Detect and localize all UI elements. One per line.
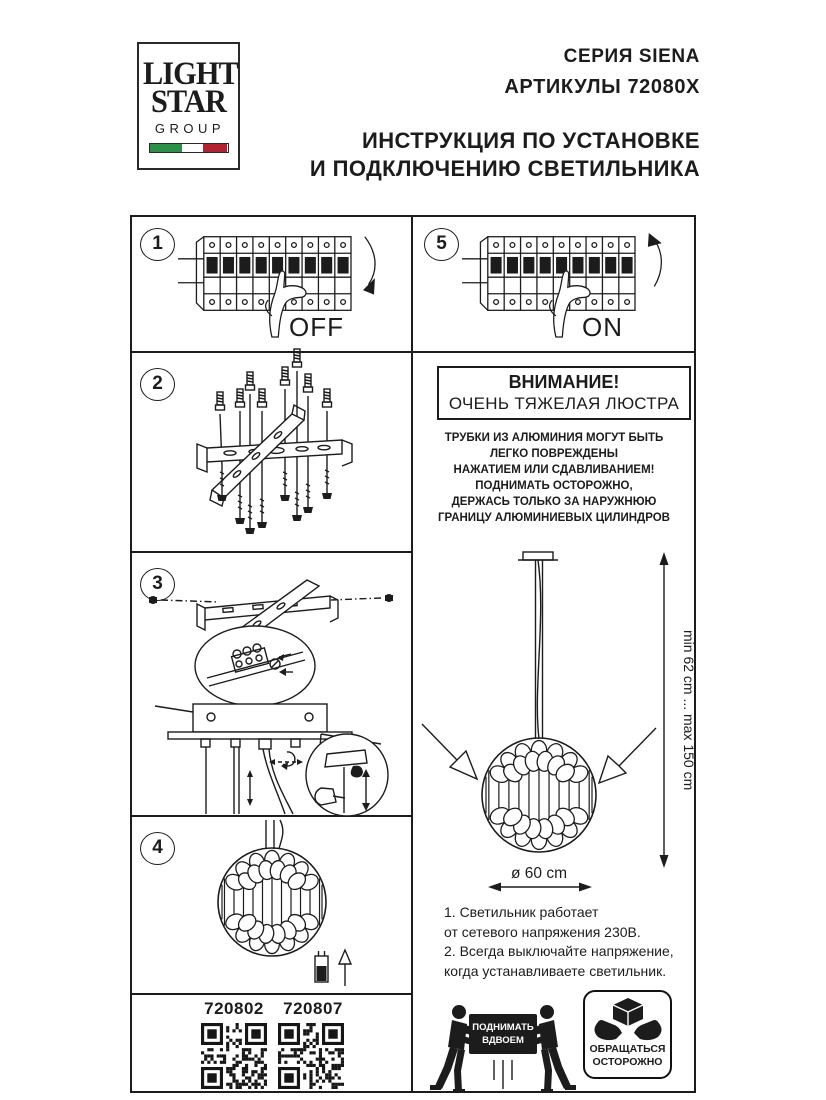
note-line: от сетевого напряжения 230В. (444, 923, 641, 940)
grid-line (132, 551, 411, 553)
step-1-badge: 1 (140, 228, 175, 261)
article-number-720802: 720802 (204, 999, 264, 1018)
flag-red (203, 144, 228, 152)
dimension-diagram (412, 538, 696, 896)
warning-box (437, 366, 691, 420)
step-3-badge: 3 (140, 568, 175, 601)
warning-heading: ВНИМАНИЕ! (508, 372, 620, 392)
sphere-lamp-drawing (218, 848, 326, 956)
handle-with-care-badge (583, 990, 672, 1079)
sphere-lamp-drawing (482, 738, 596, 852)
grid-line (132, 993, 411, 995)
instruction-title-line2: И ПОДКЛЮЧЕНИЮ СВЕТИЛЬНИКА (309, 156, 700, 181)
lift-with-two-people-icon (436, 995, 570, 1095)
note-line: 2. Всегда выключайте напряжение, (444, 943, 674, 959)
instruction-title-line1: ИНСТРУКЦИЯ ПО УСТАНОВКЕ (362, 128, 700, 153)
bracket-exploded-diagram (152, 358, 402, 546)
logo-light: LIGHT (142, 56, 238, 92)
series-title: СЕРИЯ SIENA (563, 46, 700, 67)
articles-title: АРТИКУЛЫ 72080X (504, 76, 700, 98)
grid-line (132, 351, 411, 353)
logo-group: GROUP (154, 121, 226, 137)
step-5-badge: 5 (424, 228, 459, 261)
breaker-on-diagram (460, 222, 672, 337)
lift-label-line2: ВДВОЕМ (482, 1035, 524, 1046)
note-line: 1. Светильник работает (444, 904, 599, 920)
height-dimension-label: min 62 cm ... max 150 cm (681, 630, 697, 791)
hold-arrow-right-icon (619, 728, 656, 766)
on-label: ON (582, 312, 623, 342)
note-line: когда устанавливаете светильник. (444, 962, 667, 979)
flag-green (150, 144, 183, 152)
warning-text (416, 430, 692, 526)
notes-text (444, 903, 688, 981)
hold-arrow-left-icon (422, 724, 457, 760)
care-label-line2: ОСТОРОЖНО (592, 1056, 663, 1068)
italian-flag-icon (149, 143, 229, 153)
article-number-720807: 720807 (283, 999, 343, 1018)
lightstar-logo (137, 42, 240, 170)
warning-line: ГРАНИЦУ АЛЮМИНИЕВЫХ ЦИЛИНДРОВ (438, 512, 670, 524)
arrow-down-icon (365, 237, 375, 285)
qr-code-720807 (278, 1023, 344, 1089)
warning-line: ЛЕГКО ПОВРЕЖДЕНЫ (489, 448, 619, 460)
warning-subheading: ОЧЕНЬ ТЯЖЕЛАЯ ЛЮСТРА (448, 394, 680, 413)
warning-line: ПОДНИМАТЬ ОСТОРОЖНО, (475, 480, 633, 492)
chandelier-plug-diagram (135, 820, 409, 992)
breaker-off-diagram (176, 222, 388, 337)
step-2-badge: 2 (140, 368, 175, 401)
step-4-badge: 4 (140, 832, 175, 865)
care-label-line1: ОБРАЩАТЬСЯ (589, 1043, 666, 1055)
lift-label-line1: ПОДНИМАТЬ (472, 1022, 534, 1033)
off-label: OFF (289, 312, 344, 342)
warning-line: ДЕРЖАСЬ ТОЛЬКО ЗА НАРУЖНЮЮ (451, 496, 657, 508)
qr-code-720802 (201, 1023, 267, 1089)
hands-holding-box-icon (586, 996, 670, 1042)
assembly-diagram (135, 556, 409, 814)
logo-star: STAR (150, 84, 227, 121)
warning-line: НАЖАТИЕМ ИЛИ СДАВЛИВАНИЕМ! (453, 464, 655, 476)
grid-line (413, 351, 694, 353)
grid-line (132, 815, 411, 817)
diameter-dimension-label: ø 60 cm (511, 865, 567, 882)
flag-white (182, 144, 202, 152)
warning-line: ТРУБКИ ИЗ АЛЮМИНИЯ МОГУТ БЫТЬ (444, 432, 664, 444)
